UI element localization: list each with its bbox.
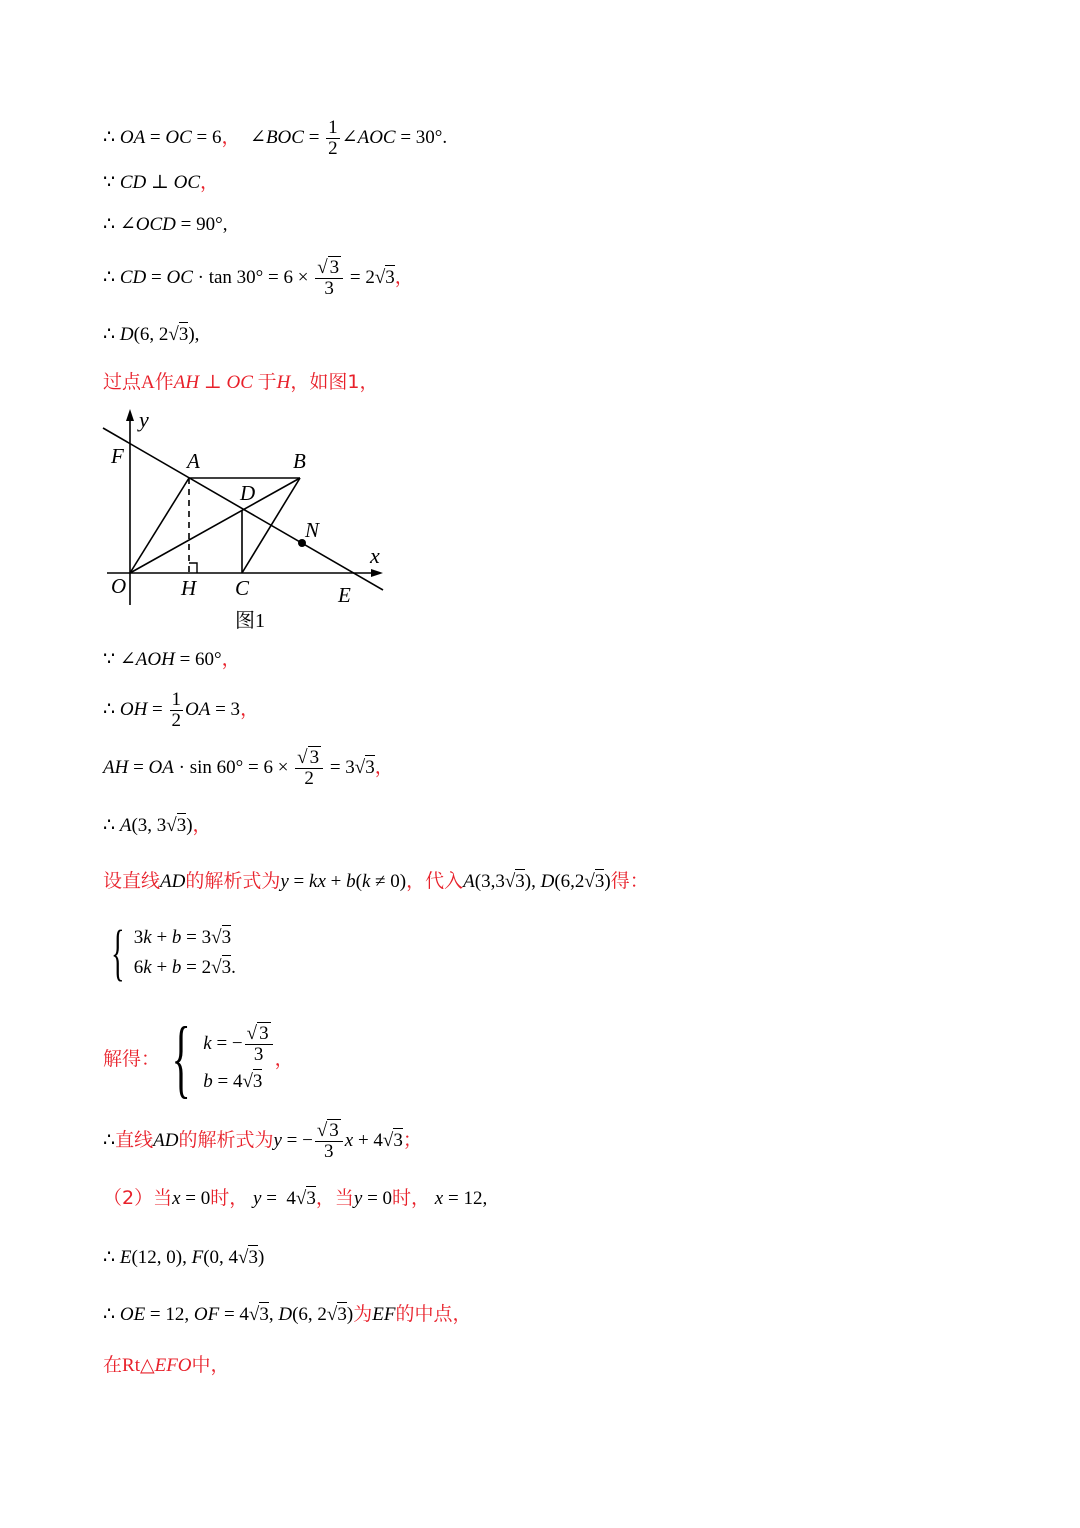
label-O: O xyxy=(111,574,127,598)
line-5: ∴ D(6, 2√3), xyxy=(103,324,200,345)
line-8: ∴ OH = $\frac{1}{2}$ OA = 3， xyxy=(103,689,260,731)
line-15: （2）当x = 0时， y = 4√3，当y = 0时， x = 12, xyxy=(103,1187,488,1209)
label-A: A xyxy=(187,449,200,473)
line-11: 设直线AD的解析式为y = kx + b(k ≠ 0)，代入A(3,3√3), D(6,2√3)得： xyxy=(103,870,649,892)
label-x: x xyxy=(370,543,380,568)
line-16: ∴ E(12, 0), F(0, 4√3) xyxy=(103,1247,265,1268)
label-y: y xyxy=(139,407,149,432)
line-2: ∵ CD ⊥ OC， xyxy=(103,171,220,193)
label-E: E xyxy=(338,583,351,607)
line-12-system: { 3k + b = 3√3 6k + b = 2√3. xyxy=(111,919,236,987)
line-9: AH = OA · sin 60° = 6 × $\frac{√ 3}{2}$ = 3√3， xyxy=(103,747,394,789)
label-H: H xyxy=(181,576,197,600)
line-13: 解得： { k = − $\frac{√ 3}{3}$ b = 4√3 ， xyxy=(103,1010,294,1107)
label-D: D xyxy=(240,481,256,505)
label-N: N xyxy=(305,518,320,542)
line-14: ∴直线AD的解析式为y = − $\frac{√ 3}{3}$ x + 4√3； xyxy=(103,1120,422,1162)
line-17: ∴ OE = 12, OF = 4√3, D(6, 2√3)为EF的中点， xyxy=(103,1303,472,1325)
figure-caption: 图1 xyxy=(235,610,265,632)
line-1: ∴ OA = OC = 6， ∠BOC = $\frac{1}{2}$ ∠AOC = 30°. xyxy=(103,117,448,159)
line-18: 在Rt△EFO中， xyxy=(103,1354,230,1376)
line-4: ∴ CD = OC · tan 30° = 6 × $\frac{√ 3}{3}$ = 2√3， xyxy=(103,257,414,299)
label-C: C xyxy=(235,576,250,600)
line-7: ∵ ∠AOH = 60°， xyxy=(103,648,241,670)
line-6: 过点A作AH ⊥ OC 于H，如图1， xyxy=(103,371,379,393)
line-3: ∴ ∠OCD = 90°, xyxy=(103,214,228,235)
label-B: B xyxy=(293,449,306,473)
line-10: ∴ A(3, 3√3)， xyxy=(103,814,212,836)
label-F: F xyxy=(111,444,124,468)
figure-1 xyxy=(95,405,395,635)
